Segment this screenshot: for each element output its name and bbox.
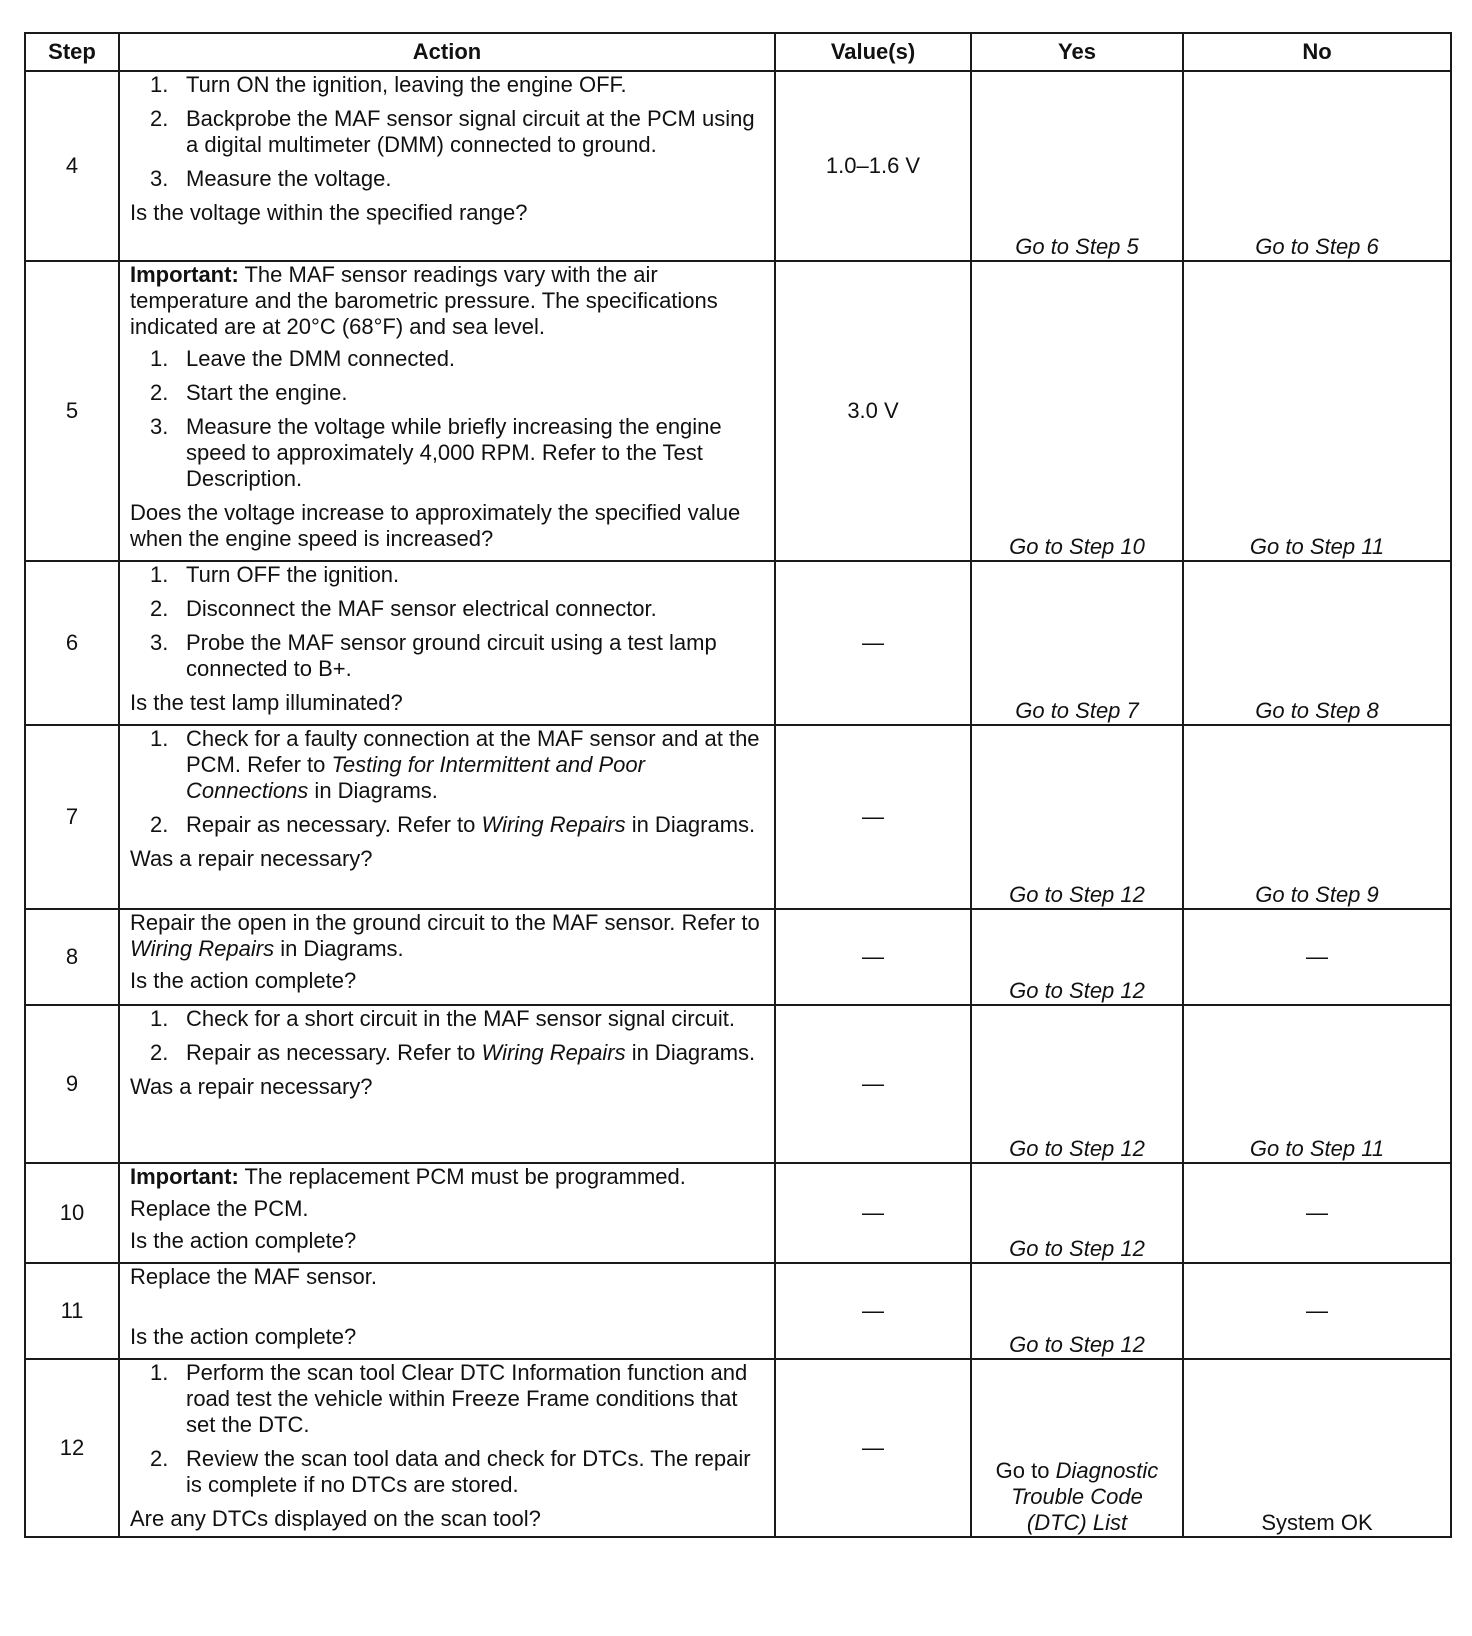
action-step (130, 106, 764, 158)
value-cell: — (775, 909, 971, 1005)
text-run: Measure the voltage. (186, 166, 392, 191)
step-number: 7 (25, 725, 119, 909)
text-run: in Diagrams. (274, 936, 404, 961)
step-number: 8 (25, 909, 119, 1005)
yes-cell: Go to Step 12 (971, 1005, 1183, 1163)
important-note (130, 1164, 764, 1190)
action-steps-list (130, 726, 764, 838)
yes-cell: Go to Step 10 (971, 261, 1183, 561)
action-step-number: 1. (150, 726, 169, 751)
important-note (130, 262, 764, 340)
step-number: 10 (25, 1163, 119, 1263)
table-row (25, 1163, 1451, 1263)
doc-reference: Wiring Repairs (481, 812, 626, 837)
action-cell (119, 561, 775, 725)
action-steps-list (130, 562, 764, 682)
text-run: in Diagrams. (625, 1040, 756, 1065)
text-run: in Diagrams. (625, 812, 756, 837)
no-cell: System OK (1183, 1359, 1451, 1537)
action-step (130, 346, 764, 372)
no-cell: — (1183, 909, 1451, 1005)
no-cell: Go to Step 9 (1183, 725, 1451, 909)
text-run: Go to (995, 1458, 1056, 1483)
table-row (25, 1263, 1451, 1359)
step-number: 12 (25, 1359, 119, 1537)
important-text: The MAF sensor readings vary with the air temperature and the barometric pressure. The specifications indicated are at 20°C (68°F) and sea level. (130, 262, 718, 339)
header-step: Step (25, 33, 119, 71)
action-step-number: 2. (150, 596, 169, 621)
action-step (130, 1360, 764, 1438)
no-cell: — (1183, 1263, 1451, 1359)
action-cell (119, 725, 775, 909)
no-cell: Go to Step 6 (1183, 71, 1451, 261)
action-paragraph (130, 910, 764, 962)
action-steps-list (130, 1360, 764, 1498)
step-number: 5 (25, 261, 119, 561)
action-step-number: 2. (150, 1446, 169, 1471)
table-row (25, 725, 1451, 909)
no-cell: Go to Step 11 (1183, 261, 1451, 561)
no-cell: — (1183, 1163, 1451, 1263)
action-question: Does the voltage increase to approximately the specified value when the engine speed is increased? (130, 500, 741, 551)
action-step-number: 1. (150, 72, 169, 97)
action-paragraph (130, 1196, 764, 1222)
action-step (130, 812, 764, 838)
step-number: 4 (25, 71, 119, 261)
action-question: Was a repair necessary? (130, 846, 373, 871)
important-label: Important: (130, 262, 239, 287)
no-cell: Go to Step 8 (1183, 561, 1451, 725)
action-step-number: 3. (150, 630, 169, 655)
table-row (25, 1005, 1451, 1163)
doc-reference: Wiring Repairs (481, 1040, 626, 1065)
action-step-number: 1. (150, 346, 169, 371)
action-cell (119, 909, 775, 1005)
action-step-number: 2. (150, 1040, 169, 1065)
spacer (130, 1296, 764, 1324)
action-step (130, 1006, 764, 1032)
value-cell: 3.0 V (775, 261, 971, 561)
value-cell: — (775, 1263, 971, 1359)
text-run: Repair the open in the ground circuit to the MAF sensor. Refer to (130, 910, 760, 935)
yes-cell: Go to Step 5 (971, 71, 1183, 261)
action-step-number: 3. (150, 166, 169, 191)
action-step (130, 380, 764, 406)
value-cell: — (775, 1163, 971, 1263)
diagnostic-table (24, 32, 1452, 1538)
text-run: Repair as necessary. Refer to (186, 812, 482, 837)
yes-cell: Go to Step 12 (971, 1163, 1183, 1263)
text-run: Repair as necessary. Refer to (186, 1040, 482, 1065)
action-step (130, 1446, 764, 1498)
action-step (130, 1040, 764, 1066)
doc-reference: Diagnostic Trouble Code (DTC) List (1011, 1458, 1159, 1535)
table-row (25, 561, 1451, 725)
action-question: Is the action complete? (130, 968, 357, 993)
action-step-number: 2. (150, 380, 169, 405)
header-action: Action (119, 33, 775, 71)
text-run: Measure the voltage while briefly increasing the engine speed to approximately 4,000 RPM. Refer to the Test Description. (186, 414, 722, 491)
yes-cell: Go to Step 12 (971, 1263, 1183, 1359)
action-step-number: 1. (150, 1360, 169, 1385)
text-run: Check for a faulty connection at the MAF sensor and at the PCM. Refer to (186, 726, 760, 777)
table-row (25, 261, 1451, 561)
action-cell (119, 1163, 775, 1263)
action-step-number: 1. (150, 1006, 169, 1031)
text-run: Turn ON the ignition, leaving the engine OFF. (186, 72, 627, 97)
text-run: Replace the PCM. (130, 1196, 309, 1221)
action-steps-list (130, 72, 764, 192)
header-values: Value(s) (775, 33, 971, 71)
action-paragraph (130, 1264, 764, 1290)
no-cell: Go to Step 11 (1183, 1005, 1451, 1163)
table-row (25, 1359, 1451, 1537)
action-cell (119, 1263, 775, 1359)
yes-cell (971, 1359, 1183, 1537)
action-step-number: 3. (150, 414, 169, 439)
text-run: Review the scan tool data and check for DTCs. The repair is complete if no DTCs are stored. (186, 1446, 751, 1497)
action-question: Is the action complete? (130, 1324, 357, 1349)
text-run: Leave the DMM connected. (186, 346, 456, 371)
action-step-number: 2. (150, 812, 169, 837)
header-no: No (1183, 33, 1451, 71)
action-step (130, 726, 764, 804)
yes-cell: Go to Step 12 (971, 909, 1183, 1005)
action-step (130, 596, 764, 622)
action-step (130, 562, 764, 588)
action-question: Is the voltage within the specified range? (130, 200, 528, 225)
step-number: 6 (25, 561, 119, 725)
text-run: Backprobe the MAF sensor signal circuit at the PCM using a digital multimeter (DMM) connected to ground. (186, 106, 755, 157)
text-run: Probe the MAF sensor ground circuit using a test lamp connected to B+. (186, 630, 717, 681)
action-question: Was a repair necessary? (130, 1074, 373, 1099)
action-question: Are any DTCs displayed on the scan tool? (130, 1506, 541, 1531)
step-number: 11 (25, 1263, 119, 1359)
action-steps-list (130, 346, 764, 492)
value-cell: — (775, 561, 971, 725)
important-text: The replacement PCM must be programmed. (238, 1164, 686, 1189)
action-question: Is the test lamp illuminated? (130, 690, 403, 715)
text-run: Replace the MAF sensor. (130, 1264, 378, 1289)
text-run: Turn OFF the ignition. (186, 562, 400, 587)
text-run: Start the engine. (186, 380, 348, 405)
value-cell: — (775, 1359, 971, 1537)
step-number: 9 (25, 1005, 119, 1163)
text-run: in Diagrams. (308, 778, 438, 803)
yes-cell: Go to Step 7 (971, 561, 1183, 725)
action-question: Is the action complete? (130, 1228, 357, 1253)
important-label: Important: (130, 1164, 239, 1189)
table-row (25, 71, 1451, 261)
table-row (25, 909, 1451, 1005)
doc-reference: Testing for Intermittent and Poor Connections (186, 752, 645, 803)
text-run: Perform the scan tool Clear DTC Information function and road test the vehicle within Freeze Frame conditions that set the DTC. (186, 1360, 748, 1437)
action-cell (119, 1005, 775, 1163)
value-cell: — (775, 1005, 971, 1163)
text-run: Disconnect the MAF sensor electrical connector. (186, 596, 657, 621)
doc-reference: Wiring Repairs (130, 936, 275, 961)
action-cell (119, 71, 775, 261)
header-row (25, 33, 1451, 71)
value-cell: 1.0–1.6 V (775, 71, 971, 261)
action-step (130, 166, 764, 192)
text-run: Check for a short circuit in the MAF sensor signal circuit. (186, 1006, 735, 1031)
yes-cell: Go to Step 12 (971, 725, 1183, 909)
value-cell: — (775, 725, 971, 909)
header-yes: Yes (971, 33, 1183, 71)
action-step-number: 2. (150, 106, 169, 131)
action-step (130, 72, 764, 98)
action-step-number: 1. (150, 562, 169, 587)
action-cell (119, 1359, 775, 1537)
action-cell (119, 261, 775, 561)
action-step (130, 630, 764, 682)
action-step (130, 414, 764, 492)
action-steps-list (130, 1006, 764, 1066)
